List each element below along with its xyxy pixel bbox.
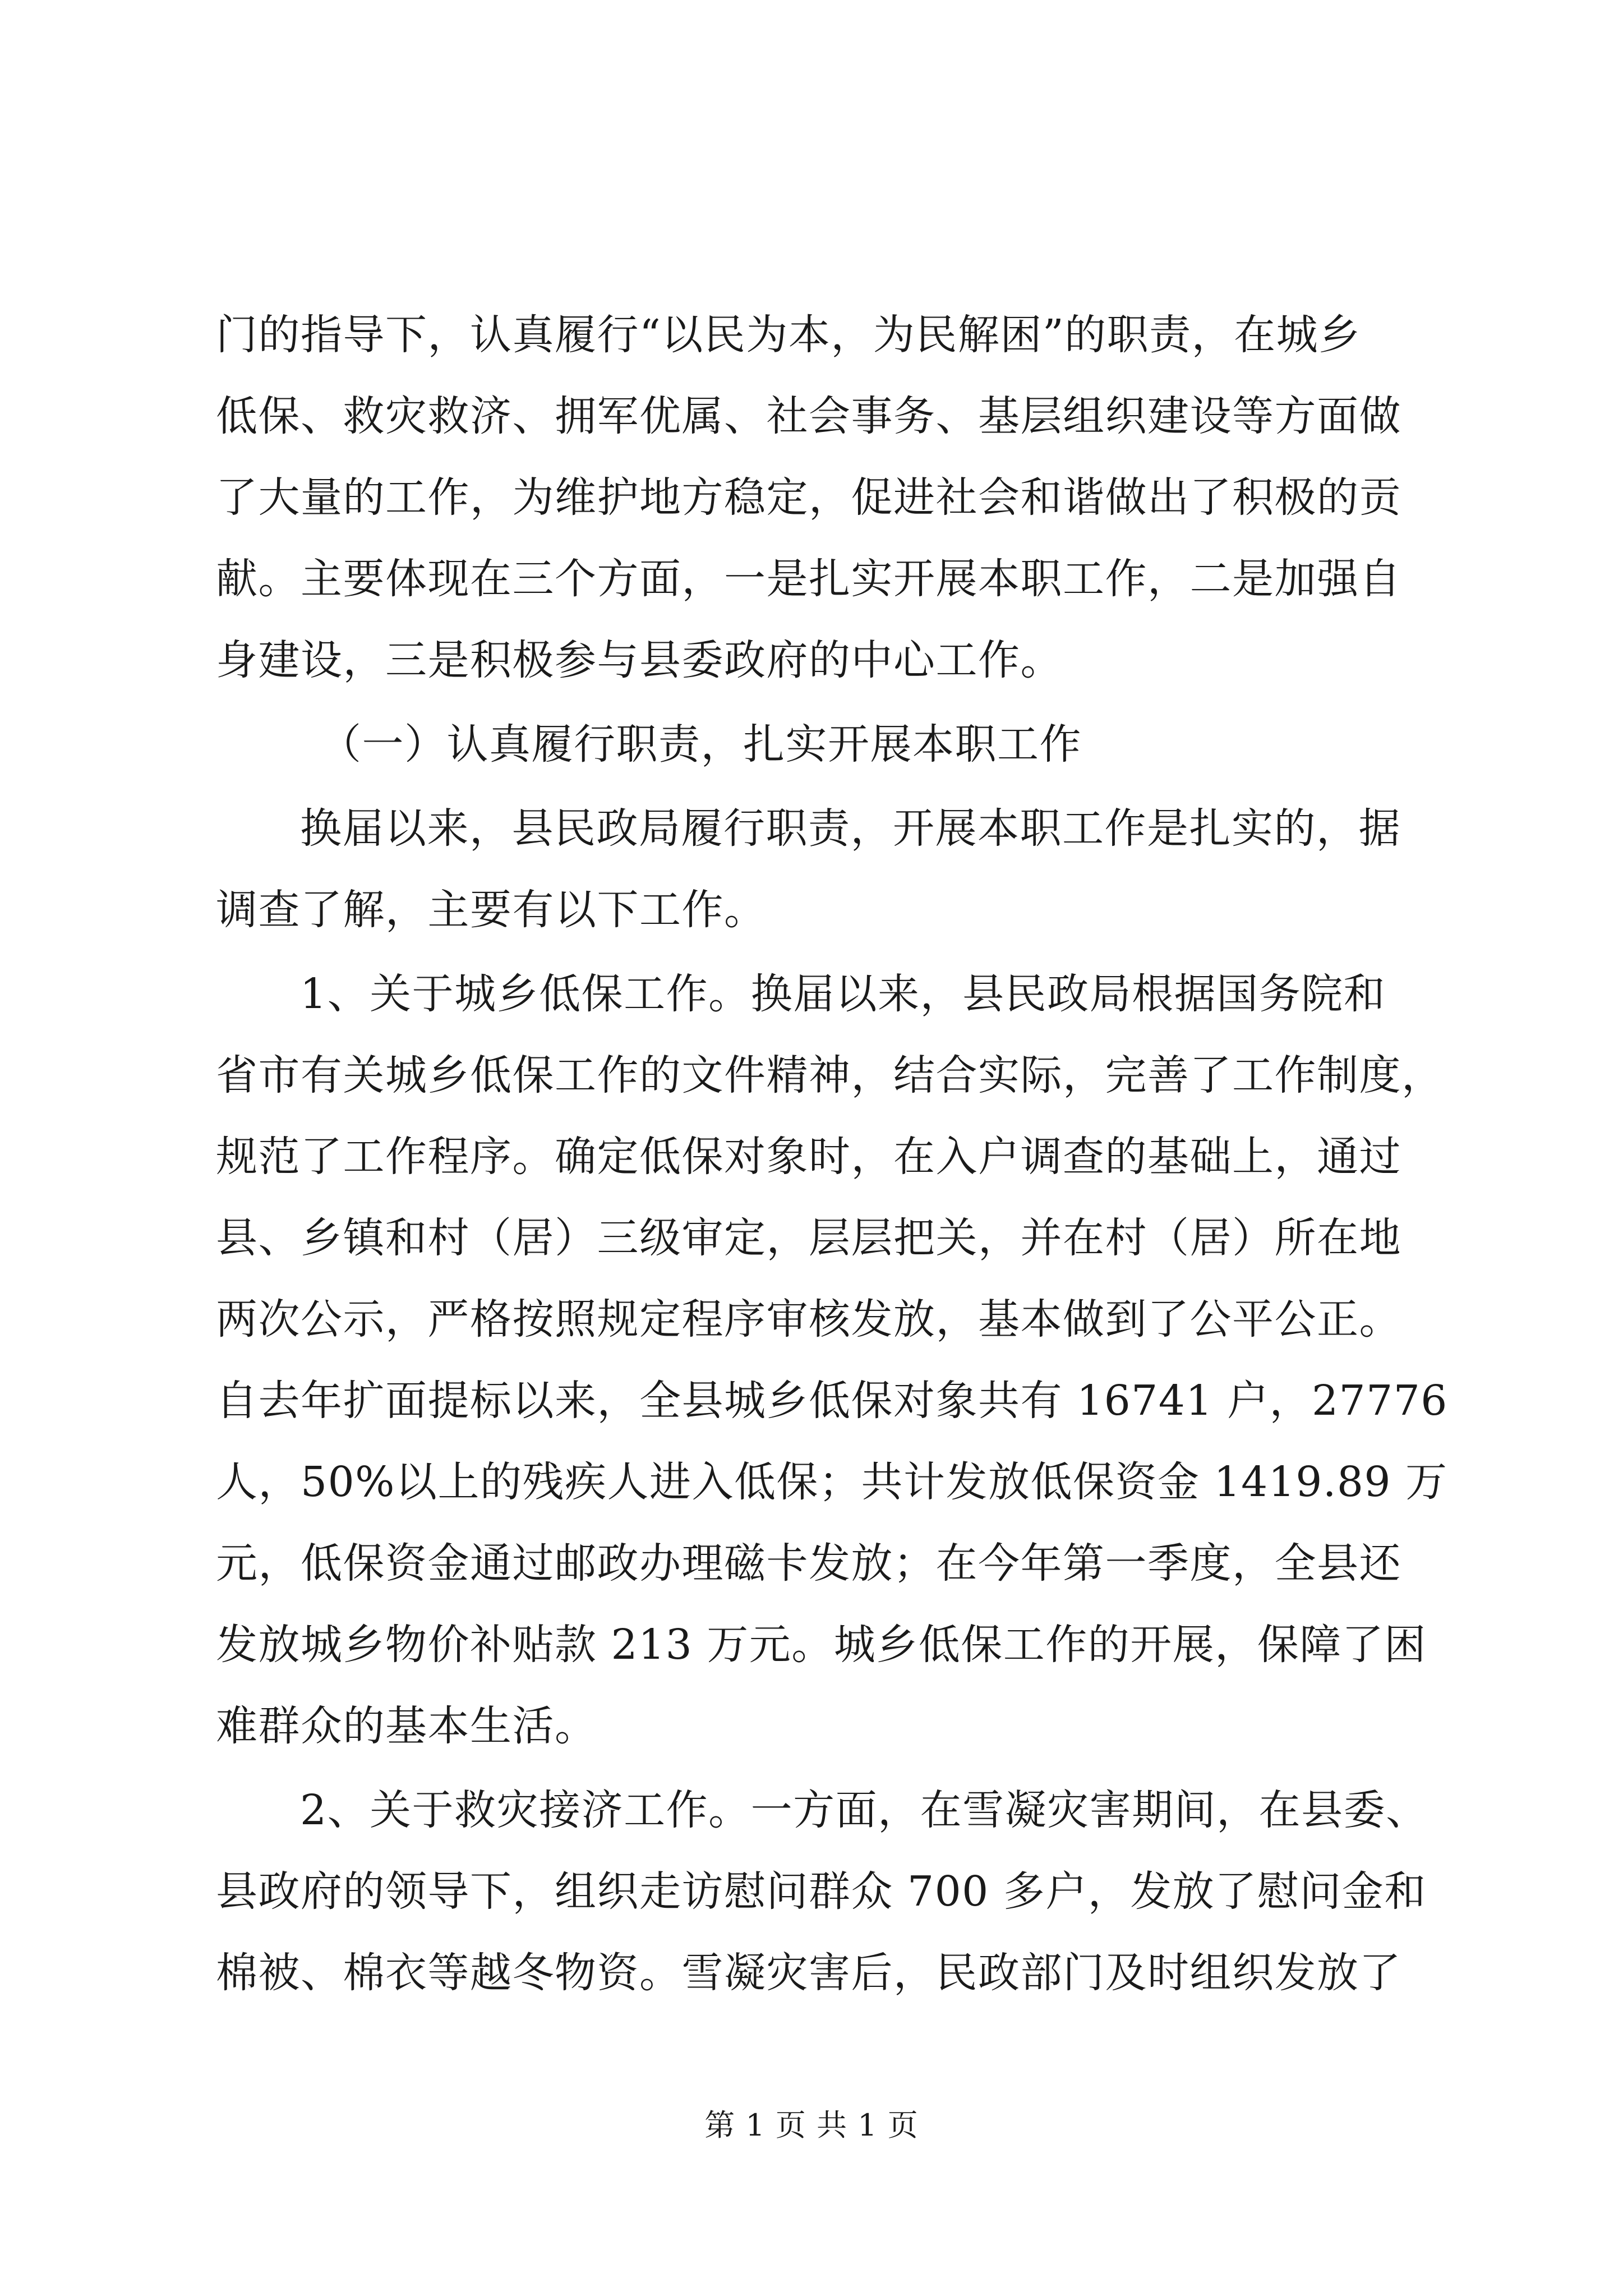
paragraph-first-line: 1、关于城乡低保工作。换届以来，县民政局根据国务院和 (300, 970, 1386, 1018)
body-text-line: 县、乡镇和村（居）三级审定，层层把关，并在村（居）所在地 (216, 1214, 1401, 1262)
body-text-line: 发放城乡物价补贴款 213 万元。城乡低保工作的开展，保障了困 (216, 1621, 1427, 1669)
body-text-line: 规范了工作程序。确定低保对象时，在入户调查的基础上，通过 (216, 1133, 1401, 1181)
body-text-line: 自去年扩面提标以来，全县城乡低保对象共有 16741 户，27776 (216, 1377, 1448, 1425)
body-text-line: 难群众的基本生活。 (216, 1702, 597, 1750)
body-text-line: 献。主要体现在三个方面，一是扎实开展本职工作，二是加强自 (216, 555, 1401, 603)
body-text-line: 身建设，三是积极参与县委政府的中心工作。 (216, 636, 1063, 684)
body-text-line: 调查了解，主要有以下工作。 (216, 886, 767, 934)
body-text-line: 低保、救灾救济、拥军优属、社会事务、基层组织建设等方面做 (216, 392, 1401, 440)
body-text-line: 省市有关城乡低保工作的文件精神，结合实际，完善了工作制度， (216, 1051, 1444, 1099)
paragraph-first-line: 2、关于救灾接济工作。一方面，在雪凝灾害期间，在县委、 (300, 1786, 1428, 1834)
body-text-line: 了大量的工作，为维护地方稳定，促进社会和谐做出了积极的贡 (216, 473, 1401, 522)
body-text-line: 门的指导下，认真履行“以民为本，为民解困”的职责，在城乡 (216, 311, 1361, 359)
paragraph-first-line: 换届以来，县民政局履行职责，开展本职工作是扎实的，据 (300, 804, 1401, 853)
body-text-line: 县政府的领导下，组织走访慰问群众 700 多户，发放了慰问金和 (216, 1867, 1427, 1916)
body-text-line: 元，低保资金通过邮政办理磁卡发放；在今年第一季度，全县还 (216, 1539, 1401, 1588)
body-text-line: 棉被、棉衣等越冬物资。雪凝灾害后，民政部门及时组织发放了 (216, 1949, 1401, 1997)
body-text-line: 两次公示，严格按照规定程序审核发放，基本做到了公平公正。 (216, 1295, 1401, 1343)
body-text-line: 人，50%以上的残疾人进入低保；共计发放低保资金 1419.89 万 (216, 1458, 1448, 1506)
section-heading: （一）认真履行职责，扎实开展本职工作 (320, 720, 1082, 769)
page-footer: 第 1 页 共 1 页 (704, 2108, 919, 2143)
